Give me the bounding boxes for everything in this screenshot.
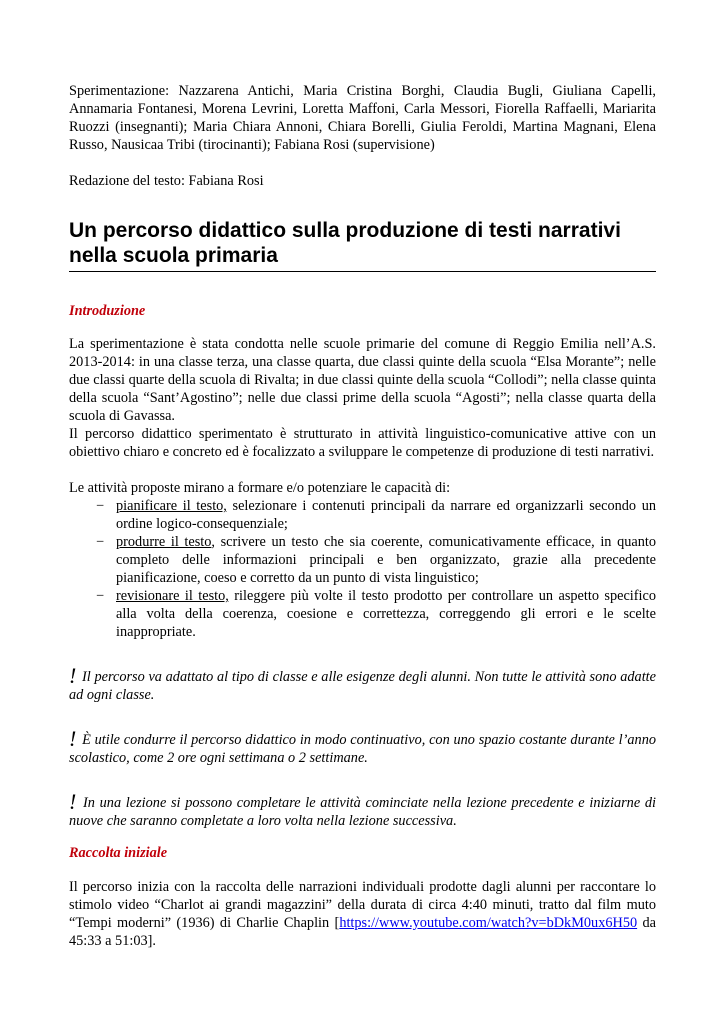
- section-heading-raccolta: Raccolta iniziale: [69, 845, 168, 861]
- raccolta-text-before: Il percorso inizia con la raccolta delle narrazioni individuali prodotte dagli alunni per raccontare lo stimolo video “Charlot ai grandi magazzini” della durata di circa 4:40 minuti, tratto dal film muto “Tempi moderni” (1936) di Charlie Chaplin [: [69, 879, 656, 931]
- youtube-link[interactable]: https://www.youtube.com/watch?v=bDkM0ux6H50: [339, 915, 638, 931]
- note-3: [69, 789, 656, 830]
- list-item-title: revisionare il testo,: [116, 588, 229, 604]
- list-item: [69, 533, 656, 587]
- credits-paragraph: Sperimentazione: Nazzarena Antichi, Maria Cristina Borghi, Claudia Bugli, Giuliana Capelli, Annamaria Fontanesi, Morena Levrini, Loretta Maffoni, Carla Messori, Fiorella Raffaelli, Mariarita Ruozzi (insegnanti); Maria Chiara Annoni, Chiara Borelli, Giulia Feroldi, Martina Magnani, Elena Russo, Nausicaa Tribi (tirocinanti); Fabiana Rosi (supervisione): [69, 83, 656, 153]
- dash-bullet-icon: −: [96, 534, 105, 550]
- list-item-text: , scrivere un testo che sia coerente, comunicativamente efficace, in quanto completo delle informazioni principali e ben organizzato, grazie alla precedente pianificazione, coeso e corretto da un punto di vista linguistico;: [116, 534, 656, 586]
- redazione-line: Redazione del testo: Fabiana Rosi: [69, 173, 264, 189]
- note-text: È utile condurre il percorso didattico in modo continuativo, con uno spazio costante durante l’anno scolastico, come 2 ore ogni settimana o 2 settimane.: [69, 732, 657, 766]
- list-item-title: pianificare il testo,: [116, 498, 227, 514]
- raccolta-paragraph: [69, 878, 656, 950]
- note-1: [69, 663, 656, 704]
- capacities-list: [69, 497, 656, 641]
- raccolta-text-after: da 45:33 a 51:03].: [69, 915, 657, 949]
- note-text: In una lezione si possono completare le attività cominciate nella lezione precedente e iniziarne di nuove che saranno completate a loro volta nella lezione successiva.: [69, 795, 656, 829]
- dash-bullet-icon: −: [96, 498, 105, 514]
- page-title: Un percorso didattico sulla produzione di testi narrativi nella scuola primaria: [69, 218, 656, 272]
- section-heading-introduzione: Introduzione: [69, 303, 146, 319]
- exclamation-icon: !: [69, 789, 77, 814]
- intro-paragraph-1: La sperimentazione è stata condotta nelle scuole primarie del comune di Reggio Emilia nell’A.S. 2013-2014: in una classe terza, una classe quarta, due classi quinte della scuola “Elsa Morante”; nelle due classi quarte della scuola di Rivalta; in due classi quinte della scuola “Collodi”; nella classe quinta della scuola “Sant’Agostino”; nelle due classi prime della scuola “Agosti”; nella classe quarta della scuola di Gavassa.: [69, 336, 656, 424]
- list-item: [69, 587, 656, 641]
- intro-paragraph-3: Le attività proposte mirano a formare e/o potenziare le capacità di:: [69, 480, 451, 496]
- document-content: [69, 82, 656, 950]
- list-item: [69, 497, 656, 533]
- dash-bullet-icon: −: [96, 588, 105, 604]
- note-text: Il percorso va adattato al tipo di classe e alle esigenze degli alunni. Non tutte le attività sono adatte ad ogni classe.: [69, 669, 656, 703]
- note-2: [69, 726, 657, 767]
- spacer: [69, 461, 656, 479]
- list-item-text: selezionare i contenuti principali da narrare ed organizzarli secondo un ordine logico-consequenziale;: [116, 498, 656, 532]
- exclamation-icon: !: [69, 663, 77, 688]
- list-item-text: rileggere più volte il testo prodotto per controllare un aspetto specifico alla volta della coerenza, coesione e correttezza, correggendo gli errori e le scelte inappropriate.: [116, 588, 656, 640]
- exclamation-icon: !: [69, 726, 77, 751]
- list-item-title: produrre il testo: [116, 534, 212, 550]
- intro-paragraph-2: Il percorso didattico sperimentato è strutturato in attività linguistico-comunicative attive con un obiettivo chiaro e concreto ed è focalizzato a sviluppare le competenze di produzione di testi narrativi.: [69, 426, 656, 460]
